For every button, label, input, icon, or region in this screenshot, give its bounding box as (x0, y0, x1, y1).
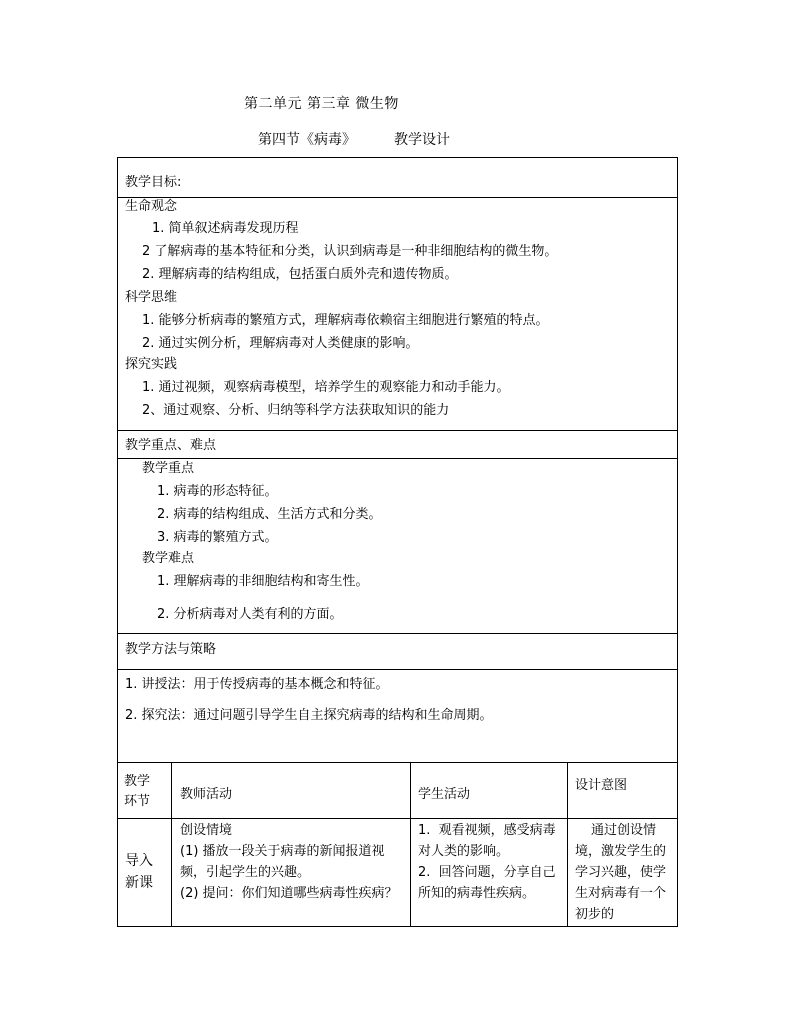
focus-item: 2. 病毒的结构组成、生活方式和分类。 (157, 507, 382, 522)
difficulty-label: 教学难点 (142, 551, 195, 566)
objective-item: 2、通过观察、分析、归纳等科学方法获取知识的能力 (142, 403, 450, 418)
objective-item: 2. 理解病毒的结构组成，包括蛋白质外壳和遗传物质。 (142, 267, 458, 282)
objective-item: 1. 通过视频，观察病毒模型，培养学生的观察能力和动手能力。 (142, 380, 510, 395)
method-item: 1. 讲授法：用于传授病毒的基本概念和特征。 (125, 677, 389, 692)
section-title: 第四节《病毒》 (258, 132, 356, 148)
stage-cell: 导入新课 (125, 853, 153, 891)
row-divider (117, 633, 678, 634)
title-line-1: 第二单元 第三章 微生物 (244, 96, 399, 112)
intent-cell: 通过创设情境，激发学生的学习兴趣，使学生对病毒有一个初步的 (575, 823, 667, 922)
row-divider (117, 430, 678, 431)
row-divider (117, 818, 678, 819)
stage-header: 教学环节 (124, 774, 151, 809)
student-header: 学生活动 (418, 787, 471, 802)
objective-item: 2. 通过实例分析，理解病毒对人类健康的影响。 (142, 336, 419, 351)
title-line-2 (258, 129, 450, 149)
objective-item: 1. 简单叙述病毒发现历程 (152, 221, 299, 236)
col-divider (410, 762, 411, 927)
row-divider (117, 197, 678, 198)
focus-item: 1. 病毒的形态特征。 (157, 484, 278, 499)
teacher-activity-cell: 创设情境 (1) 播放一段关于病毒的新闻报道视频，引起学生的兴趣。 (2) 提问：你们知道哪些病毒性疾病？ (180, 823, 398, 901)
row-divider (117, 458, 678, 459)
teacher-header: 教师活动 (180, 787, 233, 802)
inquiry-practice-label: 探究实践 (125, 357, 178, 372)
col-divider (171, 762, 172, 927)
objective-item: 1. 能够分析病毒的繁殖方式，理解病毒依赖宿主细胞进行繁殖的特点。 (142, 313, 549, 328)
key-points-heading: 教学重点、难点 (125, 438, 217, 453)
row-divider (117, 669, 678, 670)
life-concept-label: 生命观念 (125, 199, 178, 214)
objective-item: 2 了解病毒的基本特征和分类，认识到病毒是一种非细胞结构的微生物。 (142, 244, 558, 259)
difficulty-item: 2. 分析病毒对人类有利的方面。 (157, 607, 343, 622)
student-activity-cell: 1. 观看视频，感受病毒对人类的影响。 2. 回答问题，分享自己所知的病毒性疾病。 (418, 823, 556, 901)
col-divider (567, 762, 568, 927)
focus-label: 教学重点 (142, 461, 195, 476)
intent-header: 设计意图 (575, 778, 628, 793)
design-label: 教学设计 (394, 132, 450, 148)
objectives-heading: 教学目标: (125, 175, 182, 190)
method-item: 2. 探究法：通过问题引导学生自主探究病毒的结构和生命周期。 (125, 708, 493, 723)
scientific-thinking-label: 科学思维 (125, 290, 178, 305)
methods-heading: 教学方法与策略 (125, 642, 217, 657)
focus-item: 3. 病毒的繁殖方式。 (157, 530, 278, 545)
difficulty-item: 1. 理解病毒的非细胞结构和寄生性。 (157, 574, 369, 589)
row-divider (117, 762, 678, 763)
